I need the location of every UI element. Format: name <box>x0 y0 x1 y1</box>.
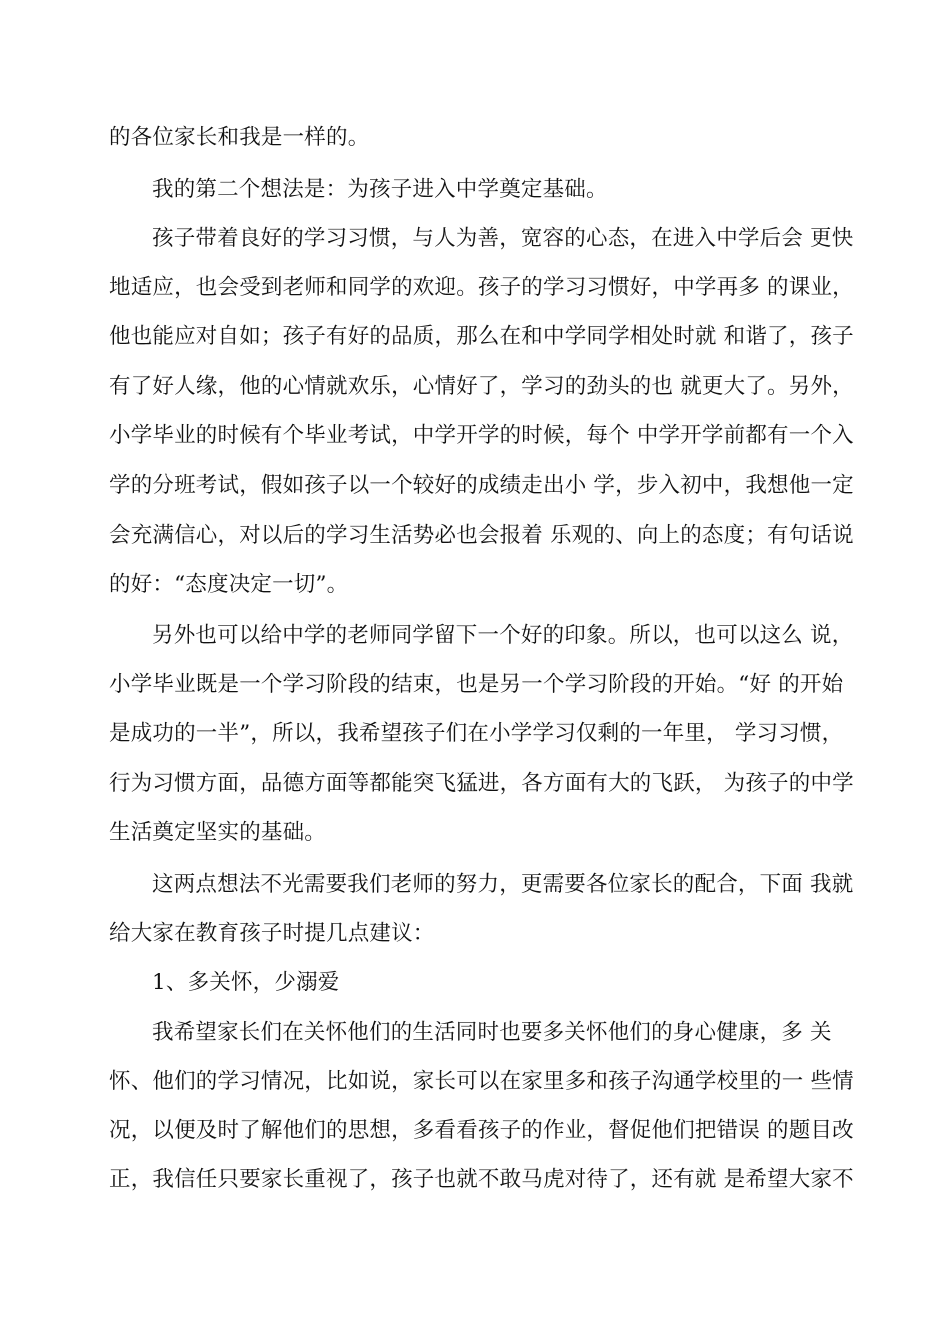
text-line: 学的分班考试，假如孩子以一个较好的成绩走出小 学，步入初中，我想他一定 <box>109 473 854 498</box>
text-line: 生活奠定坚实的基础。 <box>109 820 327 845</box>
text-line: 他也能应对自如；孩子有好的品质，那么在和中学同学相处时就 和谐了，孩子 <box>109 324 854 349</box>
text-line: 我希望家长们在关怀他们的生活同时也要多关怀他们的身心健康，多 关 <box>152 1020 832 1045</box>
text-line: 小学毕业的时候有个毕业考试，中学开学的时候，每个 中学开学前都有一个入 <box>109 423 854 448</box>
text-line: 1、多关怀，少溺爱 <box>152 970 340 995</box>
text-line: 况，以便及时了解他们的思想，多看看孩子的作业，督促他们把错误 的题目改 <box>109 1118 854 1143</box>
text-line: 怀、他们的学习情况，比如说，家长可以在家里多和孩子沟通学校里的一 些情 <box>109 1069 854 1094</box>
text-line: 正，我信任只要家长重视了，孩子也就不敢马虎对待了，还有就 是希望大家不 <box>109 1167 854 1192</box>
text-line: 小学毕业既是一个学习阶段的结束，也是另一个学习阶段的开始。“好 的开始 <box>109 672 844 697</box>
text-line: 孩子带着良好的学习习惯，与人为善，宽容的心态，在进入中学后会 更快 <box>152 226 854 251</box>
text-line: 另外也可以给中学的老师同学留下一个好的印象。所以，也可以这么 说， <box>152 623 854 648</box>
text-line: 给大家在教育孩子时提几点建议： <box>109 921 435 946</box>
text-line: 我的第二个想法是：为孩子进入中学奠定基础。 <box>152 177 608 202</box>
text-line: 地适应，也会受到老师和同学的欢迎。孩子的学习习惯好，中学再多 的课业， <box>109 275 854 300</box>
text-line: 的好：“态度决定一切”。 <box>109 572 349 597</box>
text-line: 这两点想法不光需要我们老师的努力，更需要各位家长的配合，下面 我就 <box>152 872 854 897</box>
text-line: 的各位家长和我是一样的。 <box>109 125 370 150</box>
text-line: 行为习惯方面，品德方面等都能突飞猛进，各方面有大的飞跃， 为孩子的中学 <box>109 771 854 796</box>
text-line: 有了好人缘，他的心情就欢乐，心情好了，学习的劲头的也 就更大了。另外， <box>109 374 854 399</box>
text-line: 会充满信心，对以后的学习生活势必也会报着 乐观的、向上的态度；有句话说 <box>109 523 854 548</box>
text-line: 是成功的一半”，所以，我希望孩子们在小学学习仅剩的一年里， 学习习惯， <box>109 721 844 746</box>
